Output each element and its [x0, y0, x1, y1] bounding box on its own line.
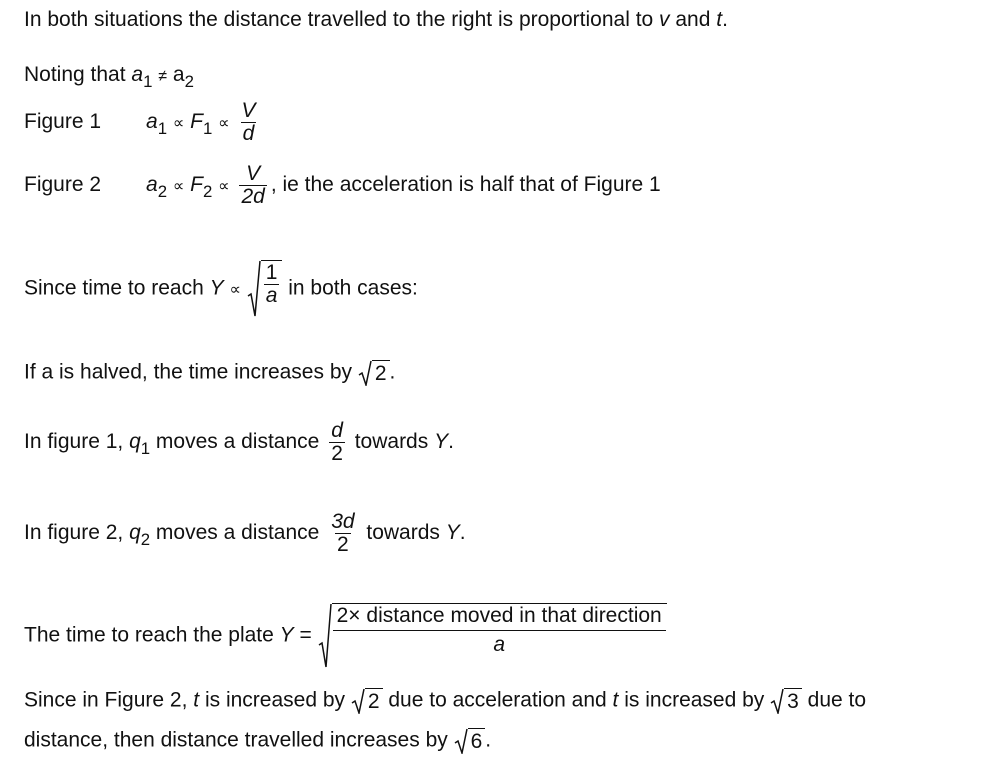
numerator: V	[241, 99, 256, 122]
var-v: v	[659, 8, 670, 31]
statement-figure-1-distance	[24, 420, 454, 465]
text: , ie the acceleration is half that of Figure 1	[270, 173, 661, 197]
var-F: F	[190, 173, 203, 197]
fraction	[239, 100, 257, 145]
statement-conclusion-2	[24, 728, 491, 754]
denominator: a	[265, 284, 278, 308]
radicand: 3	[784, 688, 802, 714]
radical-sign	[454, 728, 468, 754]
text: is increased by	[199, 688, 351, 712]
sqrt-expression	[247, 260, 283, 318]
numerator: 2× distance moved in that direction	[336, 604, 662, 627]
text: In figure 1,	[24, 430, 130, 454]
subscript: 2	[184, 71, 194, 91]
text: and	[669, 8, 717, 31]
proportional-symbol: ∝	[218, 115, 230, 133]
denominator: 2	[337, 533, 349, 557]
text: In figure 2,	[24, 521, 130, 545]
statement-halved	[24, 360, 395, 386]
radical-sign	[318, 603, 332, 669]
radical-sign	[770, 688, 784, 714]
subscript: 1	[157, 118, 168, 138]
var-a: a	[146, 173, 158, 197]
text: .	[459, 521, 466, 545]
equals-symbol: =	[299, 623, 312, 647]
text: Since in Figure 2,	[24, 688, 194, 712]
equation-time-to-plate	[24, 603, 667, 669]
var-Y: Y	[434, 430, 449, 454]
text: in both cases:	[282, 276, 418, 300]
text: .	[389, 360, 396, 384]
numerator: V	[246, 162, 261, 185]
var-F: F	[190, 110, 203, 134]
figure-label: Figure 1	[24, 110, 102, 134]
var-Y: Y	[445, 521, 460, 545]
text: distance, then distance travelled increases by	[24, 728, 454, 752]
statement-proportional	[24, 8, 728, 32]
text: Since time to reach	[24, 276, 210, 300]
fraction	[329, 420, 345, 465]
statement-conclusion-1	[24, 688, 866, 714]
numerator: 1	[265, 261, 278, 284]
sqrt-expression	[770, 688, 802, 714]
numerator: 3d	[331, 510, 355, 533]
figure-label: Figure 2	[24, 173, 102, 197]
proportional-symbol: ∝	[218, 178, 230, 196]
text: In both situations the distance travelled to the right is proportional to	[24, 8, 660, 31]
text: .	[485, 728, 492, 752]
radical-sign	[351, 688, 365, 714]
subscript: 2	[202, 181, 213, 201]
subscript: 2	[140, 529, 151, 549]
var-t: t	[193, 688, 200, 712]
radical-sign	[247, 260, 261, 318]
var-a: a	[146, 110, 158, 134]
neq-symbol: ≠	[158, 68, 168, 85]
denominator: 2d	[241, 185, 265, 209]
equation-figure-1	[24, 100, 261, 145]
text: due to	[801, 688, 867, 712]
var-Y: Y	[279, 623, 294, 647]
proportional-symbol: ∝	[229, 281, 241, 299]
text: towards	[348, 430, 435, 454]
var-a: a	[172, 63, 185, 86]
var-Y: Y	[209, 276, 224, 300]
text: due to acceleration and	[382, 688, 613, 712]
subscript: 1	[143, 71, 153, 91]
var-q: q	[129, 521, 141, 545]
sqrt-expression	[351, 688, 383, 714]
text: is increased by	[618, 688, 771, 712]
statement-time-proportional	[24, 260, 418, 318]
radical-sign	[358, 360, 372, 386]
proportional-symbol: ∝	[172, 178, 185, 196]
statement-noting	[24, 63, 194, 91]
proportional-symbol: ∝	[172, 115, 185, 133]
text: The time to reach the plate	[24, 623, 280, 647]
radicand: 2	[372, 360, 390, 386]
subscript: 1	[202, 118, 213, 138]
var-t: t	[612, 688, 619, 712]
denominator: d	[242, 122, 255, 146]
denominator: 2	[331, 442, 343, 466]
denominator: a	[333, 630, 666, 656]
sqrt-expression	[454, 728, 486, 754]
numerator: d	[331, 419, 343, 442]
var-q: q	[129, 430, 141, 454]
text: Noting that	[24, 63, 132, 86]
sqrt-expression	[358, 360, 390, 386]
text: towards	[360, 521, 446, 545]
radicand: 6	[468, 728, 486, 754]
sqrt-expression	[318, 603, 667, 669]
fraction	[329, 511, 356, 556]
text: If a is halved, the time increases by	[24, 360, 358, 384]
text: moves a distance	[150, 521, 326, 545]
radicand: 2	[365, 688, 383, 714]
statement-figure-2-distance	[24, 511, 466, 556]
var-t: t	[716, 8, 723, 31]
text: .	[722, 8, 728, 31]
fraction	[239, 163, 266, 208]
text: moves a distance	[150, 430, 326, 454]
text: .	[448, 430, 454, 454]
equation-figure-2	[24, 163, 661, 208]
var-a: a	[131, 63, 144, 86]
subscript: 1	[140, 438, 151, 458]
subscript: 2	[157, 181, 168, 201]
